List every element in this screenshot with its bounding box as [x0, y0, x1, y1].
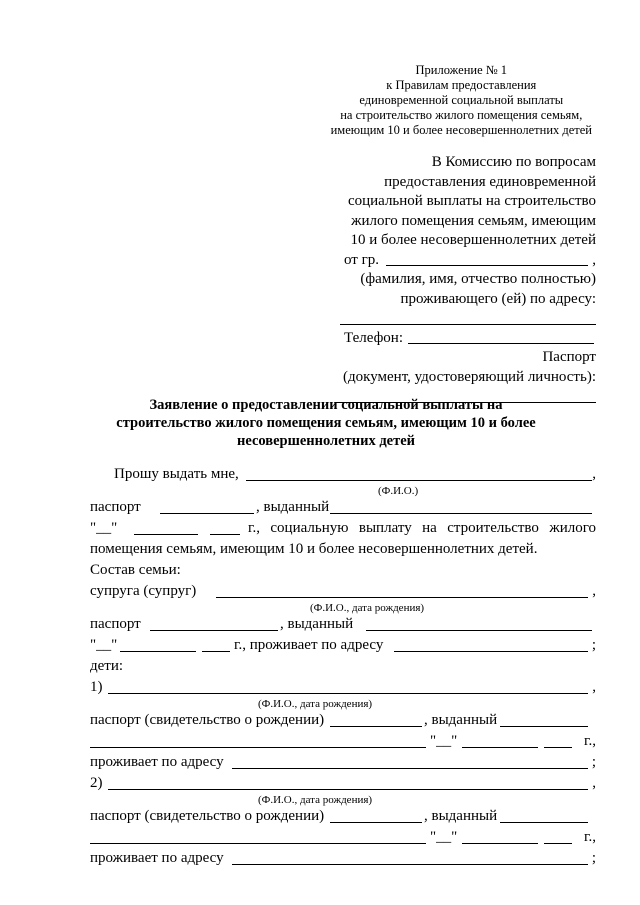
appendix-line: имеющим 10 и более несовершеннолетних детей	[330, 123, 592, 137]
child1-address-row	[90, 752, 596, 773]
appendix-number: Приложение № 1	[415, 63, 508, 77]
comma: ,	[592, 679, 596, 695]
year-field[interactable]	[544, 747, 572, 748]
month-field[interactable]	[134, 534, 198, 535]
issued-label: , выданный	[256, 499, 330, 515]
child1-row	[90, 677, 596, 698]
addressee-line: В Комиссию по вопросам	[431, 154, 596, 170]
request-row	[90, 464, 596, 485]
spouse-address-field[interactable]	[394, 651, 588, 652]
month-field[interactable]	[120, 651, 196, 652]
addressee-line: 10 и более несовершеннолетних детей	[350, 232, 596, 248]
child2-field[interactable]	[108, 789, 588, 790]
title-line: Заявление о предоставлении социальной выплаты на	[149, 397, 503, 413]
appendix-line: единовременной социальной выплаты	[359, 93, 564, 107]
spouse-field[interactable]	[216, 597, 588, 598]
child2-address-row	[90, 848, 596, 869]
lives-label: г., проживает по адресу	[234, 637, 384, 653]
passport-number-field[interactable]	[160, 513, 254, 514]
addressee-line: предоставления единовременной	[384, 173, 596, 190]
child1-date-row	[90, 731, 596, 752]
child2-row	[90, 773, 596, 794]
doc-hint: (документ, удостоверяющий личность):	[343, 368, 596, 385]
comma: ,	[592, 251, 596, 268]
year-field[interactable]	[210, 534, 240, 535]
year-suffix: г.,	[584, 829, 596, 845]
request-label: Прошу выдать мне,	[114, 466, 239, 482]
passport-row	[90, 497, 596, 518]
addressee-line: жилого помещения семьям, имеющим	[351, 212, 596, 229]
child2-issuer-field[interactable]	[90, 843, 426, 844]
applicant-fio-field[interactable]	[246, 480, 592, 481]
addressee-line: социальной выплаты на строительство	[347, 193, 596, 209]
title-line: строительство жилого помещения семьям, имеющим 10 и более	[116, 415, 536, 431]
purpose-text: помещения семьям, имеющим 10 и более несовершеннолетних детей.	[90, 541, 538, 557]
fio-dob-caption: (Ф.И.О., дата рождения)	[258, 698, 373, 710]
child2-cert-field[interactable]	[330, 822, 422, 823]
child2-address-field[interactable]	[232, 864, 588, 865]
applicant-name-field[interactable]	[386, 265, 588, 266]
date-row	[90, 518, 596, 539]
semicolon: ;	[591, 850, 596, 866]
appendix-block	[331, 63, 592, 138]
child-number: 1)	[90, 679, 103, 695]
day-field[interactable]: "__"	[430, 733, 458, 749]
child1-issuer-field[interactable]	[90, 747, 426, 748]
month-field[interactable]	[462, 843, 538, 844]
issued-label: , выданный	[280, 616, 354, 632]
day-field[interactable]: "__"	[430, 829, 458, 845]
child2-date-row	[90, 827, 596, 848]
fio-caption: (Ф.И.О.)	[378, 485, 419, 497]
lives-label: проживает по адресу	[90, 850, 224, 866]
semicolon: ;	[591, 637, 596, 653]
issued-label: , выданный	[424, 712, 498, 728]
from-row	[330, 251, 596, 271]
children-label: дети:	[90, 658, 124, 674]
birth-cert-label: паспорт (свидетельство о рождении)	[90, 808, 325, 824]
child2-cert-row	[90, 806, 596, 827]
passport-label: паспорт	[90, 499, 141, 515]
comma: ,	[592, 466, 596, 482]
spouse-passport-row	[90, 614, 596, 635]
appendix-line: к Правилам предоставления	[386, 78, 537, 92]
birth-cert-label: паспорт (свидетельство о рождении)	[90, 712, 325, 728]
spouse-issued-field[interactable]	[366, 630, 592, 631]
fio-dob-caption: (Ф.И.О., дата рождения)	[310, 602, 425, 614]
comma: ,	[592, 775, 596, 791]
spouse-passport-field[interactable]	[150, 630, 278, 631]
statement-title	[96, 396, 556, 450]
from-label: от гр.	[344, 251, 380, 268]
addressee-block	[330, 153, 596, 407]
address-field[interactable]	[340, 324, 596, 325]
spouse-caption-row	[90, 602, 596, 614]
month-field[interactable]	[462, 747, 538, 748]
fio-dob-caption: (Ф.И.О., дата рождения)	[258, 794, 373, 806]
phone-field[interactable]	[408, 343, 594, 344]
name-hint: (фамилия, имя, отчество полностью)	[360, 271, 596, 287]
child1-address-field[interactable]	[232, 768, 588, 769]
comma: ,	[592, 583, 596, 599]
residing-label: проживающего (ей) по адресу:	[400, 290, 596, 307]
day-field[interactable]: "__"	[90, 637, 118, 653]
phone-row	[330, 329, 596, 349]
child1-caption-row	[90, 698, 596, 710]
year-field[interactable]	[544, 843, 572, 844]
year-suffix: г.,	[584, 733, 596, 749]
phone-label: Телефон:	[344, 329, 403, 346]
passport-label: Паспорт	[542, 349, 596, 365]
child1-field[interactable]	[108, 693, 588, 694]
family-label: Состав семьи:	[90, 562, 181, 578]
child1-cert-row	[90, 710, 596, 731]
passport-label: паспорт	[90, 616, 141, 632]
spouse-row	[90, 581, 596, 602]
appendix-line: на строительство жилого помещения семьям,	[340, 108, 583, 122]
lives-label: проживает по адресу	[90, 754, 224, 770]
payment-text: г., социальную выплату на строительство жилого	[248, 520, 596, 536]
child2-issued-field[interactable]	[500, 822, 588, 823]
child1-cert-field[interactable]	[330, 726, 422, 727]
semicolon: ;	[591, 754, 596, 770]
issued-label: , выданный	[424, 808, 498, 824]
child1-issued-field[interactable]	[500, 726, 588, 727]
day-field[interactable]: "__"	[90, 520, 118, 536]
spouse-label: супруга (супруг)	[90, 583, 197, 599]
fio-caption-row	[90, 485, 596, 497]
title-line: несовершеннолетних детей	[236, 433, 416, 449]
year-field[interactable]	[202, 651, 230, 652]
child-number: 2)	[90, 775, 103, 791]
address-row	[330, 309, 596, 329]
spouse-date-row	[90, 635, 596, 656]
child2-caption-row	[90, 794, 596, 806]
issued-by-field[interactable]	[330, 513, 592, 514]
form-body	[90, 464, 596, 869]
